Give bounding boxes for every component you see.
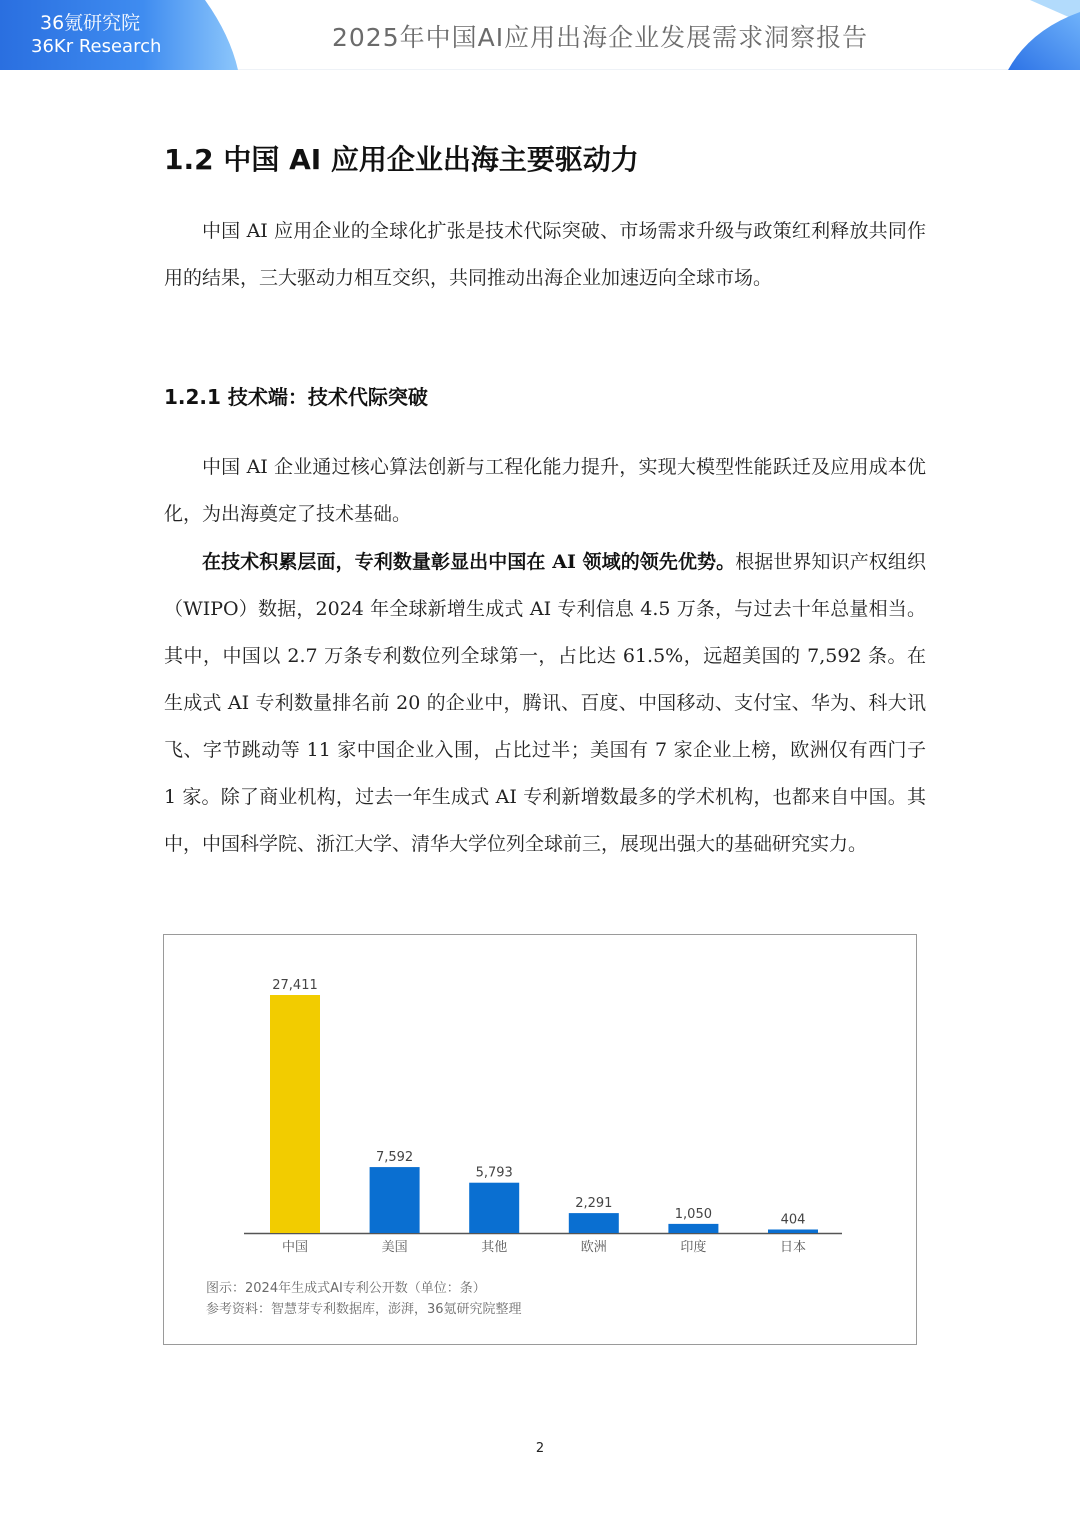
category-label: 印度 [680,1240,707,1255]
brand-name-cn: 36氪研究院 [40,12,141,34]
page-number: 2 [535,1441,545,1456]
brand-name-en: 36Kr Research [31,36,162,57]
category-label: 欧洲 [580,1240,607,1255]
bar-4 [668,1224,718,1233]
bar-value-label: 5,793 [475,1165,513,1181]
chart-caption: 图示：2024年生成式AI专利公开数（单位：条） [206,1281,486,1296]
paragraph-patents-body: 根据世界知识产权组织（WIPO）数据，2024 年全球新增生成式 AI 专利信息 4.5 万条，与过去十年总量相当。其中，中国以 2.7 万条专利数位列全球第一，占比达 61.5%，远超美国的 7,592 条。在生成式 AI 专利数量排名前 20 的企业中，腾讯、百度、中国移动、支付宝、华为、科大讯飞、字节跳动等 11 家中国企业入围，占比过半；美国有 7 家企业上榜，欧洲仅有西门子 1 家。除了商业机构，过去一年生成式 AI 专利新增数最多的学术机构，也都来自中国。其中，中国科学院、浙江大学、清华大学位列全球前三，展现出强大的基础研究实力。 [164,551,926,855]
category-label: 其他 [481,1240,508,1255]
paragraph-patents [164,539,926,868]
patent-bar-chart [164,935,916,1265]
bar-value-label: 27,411 [272,978,318,993]
chart-source: 参考资料：智慧芽专利数据库，澎湃，36氪研究院整理 [206,1302,522,1317]
paragraph-patents-lead: 在技术积累层面，专利数量彰显出中国在 AI 领域的领先优势。 [202,551,736,573]
bar-1 [370,1167,420,1233]
page-header [0,0,1080,70]
bar-value-label: 1,050 [674,1206,713,1222]
bar-3 [569,1213,619,1233]
category-label: 美国 [381,1240,408,1255]
bar-5 [768,1229,818,1233]
category-label: 日本 [779,1240,807,1255]
paragraph-tech-base: 中国 AI 企业通过核心算法创新与工程化能力提升，实现大模型性能跃迁及应用成本优化，为出海奠定了技术基础。 [164,456,926,525]
category-label: 中国 [281,1240,309,1255]
report-title: 2025年中国AI应用出海企业发展需求洞察报告 [332,23,869,52]
bar-value-label: 404 [780,1212,806,1228]
section-heading: 1.2 中国 AI 应用企业出海主要驱动力 [164,143,639,176]
bar-0 [270,995,320,1233]
section-intro: 中国 AI 应用企业的全球化扩张是技术代际突破、市场需求升级与政策红利释放共同作用的结果，三大驱动力相互交织，共同推动出海企业加速迈向全球市场。 [164,220,926,289]
patent-chart [163,934,917,1345]
bar-value-label: 2,291 [575,1196,613,1212]
bar-value-label: 7,592 [375,1150,414,1166]
subsection-heading: 1.2.1 技术端：技术代际突破 [164,385,428,409]
bar-2 [469,1183,519,1233]
